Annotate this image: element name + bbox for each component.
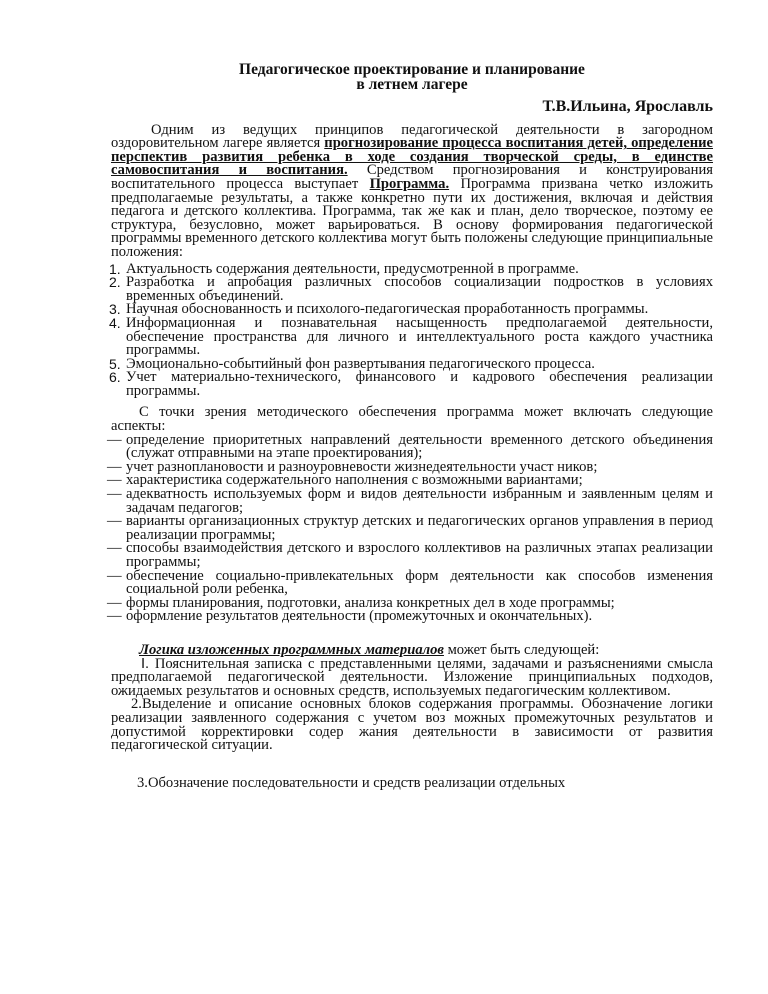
intro-emphasis: прогнозирование процесса воспитания детей, определение перспектив развития ребенка в ходе создания творческой среды, в единстве самовоспитания и воспитания. xyxy=(111,135,713,179)
principles-list xyxy=(109,260,713,399)
logic-heading: Логика изложенных программных материалов xyxy=(139,641,444,658)
logic-item-2: 2.Выделение и описание основных блоков содержания программы. Обозначение логики реализации заявленного содержания с учетом воз можных промежуточных результатов и допустимой корректировки содер жания деятельности в зависимости от развития педагогической ситуации. xyxy=(111,696,713,754)
list-item-text: обеспечение социально-привлекательных форм деятельности как способов изменения социальной роли ребенка, xyxy=(126,567,713,598)
title-line-2: в летнем лагере xyxy=(356,76,468,93)
list-item-text: варианты организационных структур детских и педагогических органов управления в период реализации программы; xyxy=(126,513,713,543)
list-item-number: 1. xyxy=(109,260,121,277)
list-item-text: адекватность используемых форм и видов деятельности избранным и заявленным целям и задачам педагогов; xyxy=(126,486,713,516)
list-item-text: Научная обоснованность и психолого-педагогическая проработанность программы. xyxy=(126,301,649,318)
list-item xyxy=(107,513,713,543)
list-item-text: Информационная и познавательная насыщенность предполагаемой деятельности, обеспечение пространства для личного и интеллектуального роста каждого участника программы. xyxy=(126,314,713,359)
spacer xyxy=(111,624,713,644)
dash-marker: — xyxy=(107,594,122,611)
list-item xyxy=(109,314,713,359)
list-item-number: 4. xyxy=(109,314,121,331)
list-item-text: Эмоционально-событийный фон развертывания педагогического процесса. xyxy=(126,355,595,372)
title-line-1: Педагогическое проектирование и планирование xyxy=(239,61,585,78)
list-item xyxy=(107,608,713,625)
list-item xyxy=(111,276,713,303)
list-item-number: 6. xyxy=(109,369,121,386)
intro-part-1: Одним из ведущих принципов педагогической деятельности в загородном оздоровительном лагере является xyxy=(111,121,713,152)
list-item-text: определение приоритетных направлений деятельности временного детского объединения (служат отправными на этапе проектирования); xyxy=(126,431,713,462)
logic-tail: может быть следующей: xyxy=(443,641,600,658)
list-item xyxy=(107,431,713,462)
list-item-text: оформление результатов деятельности (промежуточных и окончательных). xyxy=(126,608,593,625)
logic-item-1 xyxy=(111,655,713,699)
dash-marker: — xyxy=(107,472,122,489)
list-item xyxy=(107,486,713,516)
dash-marker: — xyxy=(107,540,122,557)
list-item-text: Учет материально-технического, финансового и кадрового обеспечения реализации программы. xyxy=(126,369,713,399)
intro-paragraph xyxy=(111,121,713,260)
dash-marker: — xyxy=(107,608,122,625)
spacer xyxy=(111,753,713,777)
dash-marker: — xyxy=(107,567,122,584)
logic-item-3: 3.Обозначение последовательности и средств реализации отдельных xyxy=(137,774,566,791)
list-item-text: учет разноплановости и разноуровневости жизнедеятельности участ ников; xyxy=(126,458,598,475)
dash-marker: — xyxy=(107,513,122,530)
dash-marker: — xyxy=(107,431,122,448)
aspects-list xyxy=(107,431,713,625)
list-item-number: 5. xyxy=(109,355,121,372)
list-item-text: формы планирования, подготовки, анализа конкретных дел в ходе программы; xyxy=(126,594,615,611)
aspects-intro: С точки зрения методического обеспечения программа может включать следующие аспекты: xyxy=(111,404,713,435)
list-item-number: 3. xyxy=(109,301,121,318)
list-item-text: характеристика содержательного наполнения с возможными вариантами; xyxy=(126,472,583,489)
list-item xyxy=(111,371,713,398)
list-item xyxy=(107,567,713,598)
logic-item-1-number: I. xyxy=(141,655,150,672)
program-word: Программа. xyxy=(369,175,450,192)
dash-marker: — xyxy=(107,458,122,475)
list-item-text: Разработка и апробация различных способов социализации подростков в условиях временных объединений. xyxy=(126,274,713,304)
intro-part-2: Средством прогнозирования и конструирования воспитательного процесса выступает xyxy=(111,162,713,192)
document-page xyxy=(107,61,713,791)
list-item-text: Актуальность содержания деятельности, предусмотренной в программе. xyxy=(126,260,579,277)
list-item-text: способы взаимодействия детского и взрослого коллективов на различных этапах реализации программы; xyxy=(126,540,713,570)
author: Т.В.Ильина, Ярославль xyxy=(542,98,713,115)
list-item-number: 2. xyxy=(109,274,121,291)
logic-item-1-text: Пояснительная записка с представленными целями, задачами и разъяснениями смысла предполагаемой педагогической деятельности. Изложение принципиальных подходов, ожидаемых результатов и основных средств, используемых педагогическим коллективом. xyxy=(111,655,713,699)
dash-marker: — xyxy=(107,486,122,503)
intro-part-3: Программа призвана четко изложить предполагаемые результаты, а также конкретно пути их достижения, включая и действия педагога и детского коллектива. Программа, так же как и план, дело творческое, поэтому ее структура, безусловно, может варьироваться. В основу формирования педагогической программы временного детского коллектива могут быть положены следующие принципиальные положения: xyxy=(111,175,713,260)
list-item xyxy=(107,540,713,570)
